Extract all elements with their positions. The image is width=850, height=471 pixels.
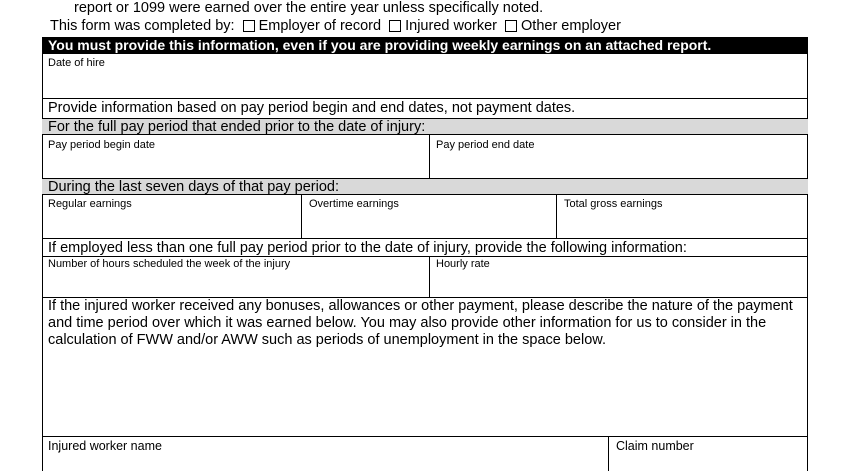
divider bbox=[42, 238, 808, 239]
employer-of-record-checkbox[interactable] bbox=[243, 20, 255, 32]
other-employer-label: Other employer bbox=[521, 18, 621, 34]
full-pay-period-header: For the full pay period that ended prior to the date of injury: bbox=[42, 118, 808, 135]
divider bbox=[42, 98, 808, 99]
pay-period-begin-label: Pay period begin date bbox=[48, 139, 156, 151]
last-seven-days-header: During the last seven days of that pay period: bbox=[42, 178, 808, 195]
injured-worker-label: Injured worker bbox=[405, 18, 497, 34]
hours-scheduled-label: Number of hours scheduled the week of the injury bbox=[48, 258, 291, 270]
overtime-earnings-label: Overtime earnings bbox=[309, 198, 399, 210]
pay-period-note: Provide information based on pay period begin and end dates, not payment dates. bbox=[48, 100, 576, 116]
hours-scheduled-field[interactable] bbox=[43, 271, 428, 296]
total-gross-earnings-field[interactable] bbox=[557, 211, 807, 237]
overtime-earnings-field[interactable] bbox=[302, 211, 555, 237]
employer-of-record-label: Employer of record bbox=[258, 18, 382, 34]
injured-worker-name-field[interactable] bbox=[43, 455, 607, 471]
bonuses-instructions: If the injured worker received any bonuses, allowances or other payment, please describe the nature of the payment and time period over which it was earned below. You may also provide other information for us to consider in the calculation of FWW and/or AWW such as periods of unemployment in the space below. bbox=[48, 298, 793, 348]
claim-number-field[interactable] bbox=[609, 455, 807, 471]
form-right-border bbox=[807, 54, 808, 471]
hourly-rate-field[interactable] bbox=[430, 271, 807, 296]
other-employer-checkbox[interactable] bbox=[505, 20, 517, 32]
divider bbox=[42, 436, 808, 437]
claim-number-label: Claim number bbox=[616, 439, 694, 453]
injured-worker-name-label: Injured worker name bbox=[48, 439, 162, 453]
regular-earnings-label: Regular earnings bbox=[48, 198, 132, 210]
pay-period-begin-field[interactable] bbox=[43, 152, 428, 177]
regular-earnings-field[interactable] bbox=[43, 211, 300, 237]
completed-by-label: This form was completed by: bbox=[50, 18, 235, 34]
pay-period-end-label: Pay period end date bbox=[436, 139, 535, 151]
date-of-hire-label: Date of hire bbox=[48, 57, 105, 69]
required-info-banner: You must provide this information, even if you are providing weekly earnings on an attached report. bbox=[42, 37, 808, 54]
divider bbox=[42, 256, 808, 257]
hourly-rate-label: Hourly rate bbox=[436, 258, 490, 270]
completed-by-row bbox=[50, 18, 621, 35]
date-of-hire-field[interactable] bbox=[43, 70, 807, 97]
less-than-full-period-note: If employed less than one full pay period prior to the date of injury, provide the following information: bbox=[48, 240, 687, 256]
total-gross-earnings-label: Total gross earnings bbox=[564, 198, 663, 210]
injured-worker-checkbox[interactable] bbox=[389, 20, 401, 32]
pay-period-end-field[interactable] bbox=[430, 152, 807, 177]
bonuses-description-field[interactable] bbox=[43, 350, 807, 435]
intro-line: report or 1099 were earned over the entire year unless specifically noted. bbox=[74, 0, 544, 16]
